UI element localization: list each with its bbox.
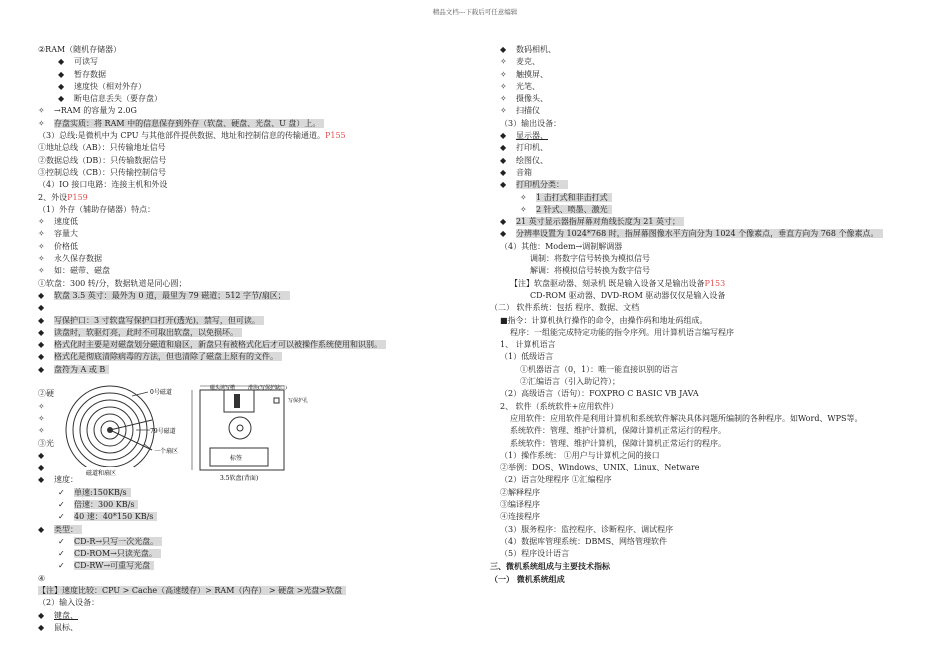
right-line <box>490 450 930 462</box>
left-line <box>38 93 478 105</box>
right-line <box>490 315 930 327</box>
bullet-icon: ✧ <box>500 106 507 116</box>
bullet-icon: ✓ <box>58 549 65 559</box>
bullet-icon: ◆ <box>58 57 65 67</box>
line-text: （4）数据库管理系统：DBMS、网络管理软件 <box>500 536 668 546</box>
page-ref: P159 <box>67 192 88 202</box>
left-line <box>38 81 478 93</box>
left-line <box>38 130 478 142</box>
right-line <box>490 560 930 572</box>
line-text: 断电信息丢失（要存盘） <box>74 94 162 104</box>
line-text: CD-ROM→只读光盘。 <box>74 549 161 558</box>
line-text: 调制：将数字信号转换为模拟信号 <box>530 254 650 264</box>
line-text: （2）输入设备： <box>38 598 100 608</box>
left-line <box>38 192 478 204</box>
disk-tracks-diagram <box>66 386 154 477</box>
line-text: （2）语言处理程序 ①汇编程序 <box>500 475 612 485</box>
left-line <box>38 511 478 523</box>
left-line <box>38 364 478 376</box>
bullet-icon: ✧ <box>38 266 45 276</box>
left-line <box>38 142 478 154</box>
page-ref: P153 <box>704 278 726 288</box>
bullet-icon: ✧ <box>38 217 45 227</box>
left-line <box>38 585 478 597</box>
line-text: 可读写 <box>74 57 98 67</box>
bullet-icon: ◆ <box>38 524 45 534</box>
bullet-icon: ◆ <box>38 475 45 485</box>
right-line <box>490 278 930 290</box>
bullet-icon: ✧ <box>500 94 507 104</box>
line-text: 触摸屏、 <box>516 69 548 79</box>
line-text: 打印机分类： <box>516 180 568 189</box>
bullet-icon: ✧ <box>520 192 527 202</box>
bullet-icon: ◆ <box>58 81 65 91</box>
right-line <box>490 351 930 363</box>
right-line <box>490 524 930 536</box>
bullet-icon: ✧ <box>38 229 45 239</box>
right-line <box>490 216 930 228</box>
line-text: ③光 <box>38 438 54 448</box>
line-text: 打印机、 <box>516 143 548 153</box>
bullet-icon: ◆ <box>500 131 507 141</box>
line-text: （3）服务程序：监控程序、诊断程序、调试程序 <box>500 524 674 534</box>
left-line <box>38 105 478 117</box>
bullet-icon: ◆ <box>38 622 45 632</box>
line-text: 麦克、 <box>516 57 540 67</box>
bullet-icon: ✧ <box>38 401 45 411</box>
line-text: 光笔、 <box>516 81 540 91</box>
line-text: ①地址总线（AB）：只传输地址信号 <box>38 143 166 153</box>
line-text: ①软盘：300 转/分，数据轨道是同心圆； <box>38 278 187 288</box>
label-floppy-back: 3.5软盘(背面) <box>220 475 259 482</box>
bullet-icon: ✓ <box>58 499 65 509</box>
right-line <box>490 536 930 548</box>
line-text: 绘图仪、 <box>516 155 548 165</box>
bullet-icon: ◆ <box>500 143 507 153</box>
line-text: 21 英寸显示器指屏幕对角线长度为 21 英寸； <box>516 217 684 226</box>
label-tracks-and-sectors: 磁道和扇区 <box>86 470 117 477</box>
label-head-slot: 磁头读写槽 <box>210 385 236 391</box>
right-line <box>490 93 930 105</box>
bullet-icon: ◆ <box>58 94 65 104</box>
line-text: 2、 软件（系统软件+应用软件） <box>500 401 619 411</box>
left-line <box>38 265 478 277</box>
right-line <box>490 487 930 499</box>
line-text: 存盘实质：将 RAM 中的信息保存到外存（软盘、硬盘、光盘、U 盘）上。 <box>54 119 324 128</box>
line-text: ②数据总线（DB）：只传输数据信号 <box>38 155 167 165</box>
bullet-icon: ✧ <box>38 413 45 423</box>
right-line <box>490 548 930 560</box>
line-text: 如：磁带、磁盘 <box>54 266 110 276</box>
label-write-protect: 写保护孔 <box>288 398 309 404</box>
line-text: CD-ROM 驱动器、DVD-ROM 驱动器仅仅是输入设备 <box>530 290 726 300</box>
left-line <box>38 155 478 167</box>
line-text: 程序：一组能完成特定功能的指令序列。用计算机语言编写程序 <box>510 327 734 337</box>
left-line <box>38 216 478 228</box>
bullet-icon: ◆ <box>500 167 507 177</box>
line-text: （一） 微机系统组成 <box>490 573 565 584</box>
line-text: 1 击打式和非击打式 <box>536 193 612 202</box>
line-text: ③编译程序 <box>500 499 540 509</box>
line-text: 系统软件：管理、维护计算机，保障计算机正常运行的程序。 <box>510 426 726 436</box>
bullet-icon: ✧ <box>38 426 45 436</box>
right-line <box>490 388 930 400</box>
line-text: （4）其他：Modem→调制解调器 <box>500 241 623 251</box>
label-label-area: 标签 <box>230 455 243 462</box>
page-ref: P155 <box>324 131 346 141</box>
line-text: 系统软件：管理、维护计算机，保障计算机正常运行的程序。 <box>510 438 726 448</box>
line-text: 摄像头、 <box>516 94 548 104</box>
right-line <box>490 130 930 142</box>
line-text: 读盘时，软驱灯亮，此时不可取出软盘，以免损坏。 <box>54 328 242 337</box>
line-text: （5）程序设计语言 <box>500 549 570 559</box>
right-line <box>490 142 930 154</box>
bullet-icon: ✓ <box>58 536 65 546</box>
left-line <box>38 241 478 253</box>
left-line <box>38 228 478 240</box>
line-text: （3）总线:是微机中为 CPU 与其他部件提供数据、地址和控制信息的传输通道。 <box>38 131 325 141</box>
bullet-icon: ✧ <box>500 69 507 79</box>
label-track-79: 79号磁道 <box>150 428 176 435</box>
line-text: 键盘、 <box>54 610 78 620</box>
bullet-icon: ◆ <box>38 352 45 362</box>
left-line <box>38 179 478 191</box>
right-line <box>490 376 930 388</box>
right-line <box>490 511 930 523</box>
left-line <box>38 327 478 339</box>
right-line <box>490 69 930 81</box>
left-line <box>38 278 478 290</box>
right-line <box>490 179 930 191</box>
line-text: 应用软件：应用软件是利用计算机和系统软件解决具体问题所编制的各种程序。如Word、WPS等。 <box>510 413 863 423</box>
line-text: ②RAM（随机存储器） <box>38 45 122 54</box>
right-line <box>490 364 930 376</box>
line-text: ①机器语言（0，1）：唯一能直接识别的语言 <box>520 364 679 374</box>
line-text: 速度： <box>54 475 78 485</box>
right-line <box>490 425 930 437</box>
bullet-icon: ✧ <box>38 118 45 128</box>
left-line <box>38 56 478 68</box>
left-column <box>38 44 478 634</box>
right-line <box>490 192 930 204</box>
right-line <box>490 228 930 240</box>
left-line <box>38 118 478 130</box>
bullet-icon: ◆ <box>500 229 507 239</box>
right-line <box>490 241 930 253</box>
line-text: 格式化是彻底清除病毒的方法，但也清除了磁盘上原有的文件。 <box>54 352 282 361</box>
bullet-icon: ✓ <box>58 487 65 497</box>
left-line <box>38 548 478 560</box>
bullet-icon: ◆ <box>38 290 45 300</box>
line-text: 软盘 3.5 英寸：最外为 0 道，最里为 79 磁道；512 字节/扇区； <box>54 291 290 300</box>
line-text: ④ <box>38 573 46 583</box>
line-text: 单速:150KB/s <box>74 488 131 497</box>
label-sector: 一个扇区 <box>154 448 179 455</box>
line-text: 价格低 <box>54 241 78 251</box>
right-line <box>490 499 930 511</box>
left-line <box>38 499 478 511</box>
line-text: 2 针式、喷墨、激光 <box>536 205 612 214</box>
left-line <box>38 597 478 609</box>
bullet-icon: ◆ <box>500 180 507 190</box>
right-line <box>490 327 930 339</box>
line-text: 鼠标、 <box>54 622 78 632</box>
line-text: 写保护口：3 寸软盘写保护口打开(透光)，禁写，但可读。 <box>54 316 264 325</box>
bullet-icon: ✧ <box>520 204 527 214</box>
right-line <box>490 401 930 413</box>
label-track-0: 0号磁道 <box>150 389 172 396</box>
line-text: 1、 计算机语言 <box>500 340 556 350</box>
right-line <box>490 105 930 117</box>
line-text: ②举例：DOS、Windows、UNIX、Linux、Netware <box>500 463 700 473</box>
right-line <box>490 265 930 277</box>
line-text: （1）外存（辅助存储器）特点： <box>38 204 156 214</box>
bullet-icon: ✓ <box>58 512 65 522</box>
line-text: →RAM 的容量为 2.0G <box>54 106 137 116</box>
right-line <box>490 290 930 302</box>
right-line <box>490 167 930 179</box>
left-line <box>38 339 478 351</box>
bullet-icon: ◆ <box>500 45 507 54</box>
bullet-icon: ✧ <box>38 241 45 251</box>
right-line <box>490 474 930 486</box>
line-text: 倍速：300 KB/s <box>74 500 138 509</box>
line-text: （3）输出设备： <box>500 118 562 128</box>
left-line <box>38 290 478 302</box>
line-text: （二） 软件系统：包括 程序、数据、文档 <box>490 303 640 313</box>
right-line <box>490 118 930 130</box>
line-text: 容量大 <box>54 229 78 239</box>
line-text: 40 速：40*150 KB/s <box>74 512 157 521</box>
right-line <box>490 155 930 167</box>
line-text: 类型： <box>54 525 82 534</box>
left-line <box>38 253 478 265</box>
left-line <box>38 536 478 548</box>
line-text: 三、微机系统组成与主要技术指标 <box>490 561 610 572</box>
line-text: 【注】速度比较：CPU > Cache（高速缓存）> RAM（内存） > 硬盘 >光盘>软盘 <box>38 586 346 595</box>
right-line <box>490 462 930 474</box>
right-line <box>490 413 930 425</box>
left-line <box>38 302 478 314</box>
left-line <box>38 610 478 622</box>
right-line <box>490 81 930 93</box>
bullet-icon: ◆ <box>38 610 45 620</box>
line-text: 速度快（相对外存） <box>74 81 146 91</box>
right-line <box>490 204 930 216</box>
right-line <box>490 573 930 585</box>
line-text: 解调：将模拟信号转换为数字信号 <box>530 266 650 276</box>
line-text: 2、外设 <box>38 192 68 202</box>
line-text: 分辨率设置为 1024*768 时，指屏幕图像水平方向分为 1024 个像素点，垂直方向为 768 个像素点。 <box>516 229 883 238</box>
line-text: ②解释程序 <box>500 487 540 497</box>
bullet-icon: ◆ <box>38 315 45 325</box>
bullet-icon: ◆ <box>38 463 45 473</box>
line-text: ④连接程序 <box>500 512 540 522</box>
line-text: 音箱 <box>516 167 532 177</box>
line-text: ②汇编语言（引入助记符）； <box>520 377 620 387</box>
line-text: 数码相机、 <box>516 45 556 54</box>
bullet-icon: ◆ <box>500 217 507 227</box>
floppy-disk-figure <box>52 384 322 484</box>
right-line <box>490 56 930 68</box>
line-text: 显示器、 <box>516 131 548 141</box>
line-text: CD-R→只写一次光盘。 <box>74 537 162 546</box>
line-text: 扫描仪 <box>516 106 540 116</box>
bullet-icon: ◆ <box>38 340 45 350</box>
line-text: 速度低 <box>54 217 78 227</box>
bullet-icon: ✧ <box>500 57 507 67</box>
bullet-icon: ✓ <box>58 561 65 571</box>
left-line <box>38 524 478 536</box>
right-line <box>490 438 930 450</box>
line-text: ②硬 <box>38 389 54 399</box>
line-text: ③控制总线（CB）：只传输控制信号 <box>38 167 166 177</box>
left-line <box>38 560 478 572</box>
bullet-icon: ◆ <box>38 303 45 313</box>
right-line <box>490 339 930 351</box>
line-text: 格式化时主要是对磁盘划分磁道和扇区，新盘只有被格式化后才可以被操作系统使用和识别。 <box>54 340 386 349</box>
right-line <box>490 44 930 56</box>
left-line <box>38 167 478 179</box>
line-text: CD-RW→可重写光盘 <box>74 561 154 570</box>
right-line <box>490 253 930 265</box>
left-line <box>38 573 478 585</box>
bullet-icon: ◆ <box>500 155 507 165</box>
line-text: 暂存数据 <box>74 69 106 79</box>
label-slider: 滑块(写保护缺口) <box>248 385 287 391</box>
left-line <box>38 622 478 634</box>
left-line <box>38 69 478 81</box>
line-text: （4）IO 接口电路：连接主机和外设 <box>38 180 168 190</box>
left-line <box>38 204 478 216</box>
line-text: （2）高级语言（语句）：FOXPRO C BASIC VB JAVA <box>500 389 699 399</box>
line-text: 永久保存数据 <box>54 254 102 264</box>
left-line <box>38 487 478 499</box>
bullet-icon: ◆ <box>38 327 45 337</box>
line-text: 【注】软盘驱动器、刻录机 既是输入设备又是输出设备 <box>510 278 705 288</box>
right-column <box>490 44 930 585</box>
line-text: ■指令：计算机执行操作的命令，由操作码和地址码组成。 <box>500 315 708 325</box>
left-line <box>38 44 478 56</box>
bullet-icon: ◆ <box>38 364 45 374</box>
line-text: （1）低级语言 <box>500 352 554 362</box>
left-line <box>38 351 478 363</box>
left-line <box>38 315 478 327</box>
page-header: 精品文档---下载后可任意编辑 <box>432 8 518 16</box>
bullet-icon: ◆ <box>58 69 65 79</box>
right-line <box>490 302 930 314</box>
bullet-icon: ✧ <box>38 254 45 264</box>
line-text: （1）操作系统： ①用户与计算机之间的接口 <box>500 450 660 460</box>
line-text: 盘符为 A 或 B <box>54 365 109 374</box>
bullet-icon: ◆ <box>38 450 45 460</box>
bullet-icon: ✧ <box>500 81 507 91</box>
bullet-icon: ✧ <box>38 106 45 116</box>
